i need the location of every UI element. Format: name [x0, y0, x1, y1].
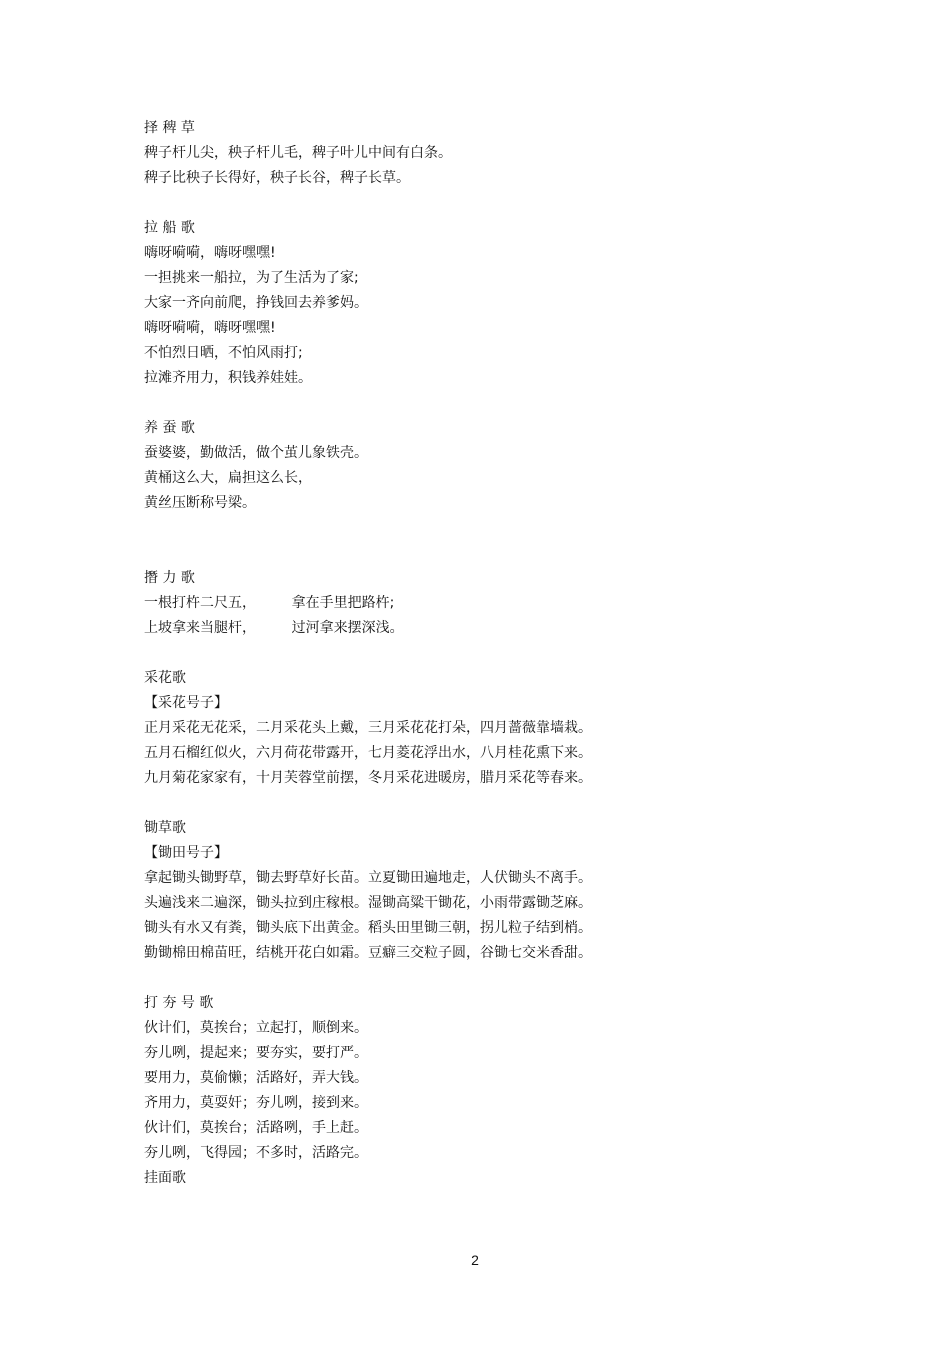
- section-title: 养 蚕 歌: [144, 420, 195, 436]
- verse-line: 九月菊花家家有，十月芙蓉堂前摆，冬月采花进暖房，腊月采花等春来。: [144, 770, 592, 786]
- verse-line: 拿起锄头锄野草，锄去野草好长苗。立夏锄田遍地走，人伏锄头不离手。: [144, 870, 592, 886]
- verse-subtitle: 【采花号子】: [144, 695, 228, 711]
- verse-line: 黄丝压断称号梁。: [144, 495, 256, 511]
- section-title: 拉 船 歌: [144, 220, 195, 236]
- section-strength-song: [144, 566, 844, 641]
- spacer: [144, 641, 844, 666]
- verse-line: 要用力，莫偷懒；活路好，弄大钱。: [144, 1070, 368, 1086]
- section-silkworm-song: [144, 416, 844, 516]
- verse-line: 伙计们，莫挨台；活路咧，手上赶。: [144, 1120, 368, 1136]
- verse-line: 大家一齐向前爬，挣钱回去养爹妈。: [144, 295, 368, 311]
- page-number: 2: [471, 1252, 479, 1268]
- verse-line: 夯儿咧，提起来；要夯实，要打严。: [144, 1045, 368, 1061]
- verse-line: 伙计们，莫挨台；立起打，顺倒来。: [144, 1020, 368, 1036]
- verse-subtitle: 【锄田号子】: [144, 845, 228, 861]
- spacer: [144, 516, 844, 566]
- verse-line: 嗨呀嗬嗬，嗨呀嘿嘿!: [144, 320, 276, 336]
- verse-line: 不怕烈日晒，不怕风雨打;: [144, 345, 303, 361]
- section-tamping-song: [144, 991, 844, 1191]
- spacer: [144, 191, 844, 216]
- verse-line: 蚕婆婆，勤做活，做个茧儿象铁壳。: [144, 445, 368, 461]
- verse-line: 正月采花无花采，二月采花头上戴，三月采花花打朵，四月蔷薇靠墙栽。: [144, 720, 592, 736]
- spacer: [144, 791, 844, 816]
- section-weeding-song: [144, 816, 844, 966]
- verse-line: 五月石榴红似火，六月荷花带露开，七月菱花浮出水，八月桂花熏下来。: [144, 745, 592, 761]
- section-title: 锄草歌: [144, 820, 186, 836]
- verse-line: 上坡拿来当腿杆， 过河拿来摆深浅。: [144, 620, 404, 636]
- section-title: 打 夯 号 歌: [144, 995, 214, 1011]
- spacer: [144, 966, 844, 991]
- verse-line: 一根打杵二尺五， 拿在手里把路杵;: [144, 595, 395, 611]
- section-boat-pulling-song: [144, 216, 844, 391]
- section-select-weeds: [144, 116, 844, 191]
- section-title: 撍 力 歌: [144, 570, 195, 586]
- verse-line: 稗子比秧子长得好，秧子长谷，稗子长草。: [144, 170, 410, 186]
- verse-line: 黄桶这么大，扁担这么长，: [144, 470, 312, 486]
- spacer: [144, 391, 844, 416]
- song-collection: [144, 116, 844, 1191]
- verse-line: 锄头有水又有粪，锄头底下出黄金。稻头田里锄三朝，拐儿粒子结到梢。: [144, 920, 592, 936]
- verse-line: 稗子杆儿尖，秧子杆儿毛，稗子叶儿中间有白条。: [144, 145, 452, 161]
- section-flower-picking-song: [144, 666, 844, 791]
- next-section-title: 挂面歌: [144, 1170, 186, 1186]
- verse-line: 勤锄棉田棉苗旺，结桃开花白如霜。豆癖三交粒子圆，谷锄七交米香甜。: [144, 945, 592, 961]
- verse-line: 一担挑来一船拉，为了生活为了家;: [144, 270, 359, 286]
- verse-line: 嗨呀嗬嗬，嗨呀嘿嘿!: [144, 245, 276, 261]
- verse-line: 齐用力，莫耍奸；夯儿咧，接到来。: [144, 1095, 368, 1111]
- section-title: 择 稗 草: [144, 120, 195, 136]
- verse-line: 头遍浅来二遍深，锄头拉到庄稼根。湿锄高粱干锄花，小雨带露锄芝麻。: [144, 895, 592, 911]
- verse-line: 拉滩齐用力，积钱养娃娃。: [144, 370, 312, 386]
- section-title: 采花歌: [144, 670, 186, 686]
- verse-line: 夯儿咧，飞得园；不多时，活路完。: [144, 1145, 368, 1161]
